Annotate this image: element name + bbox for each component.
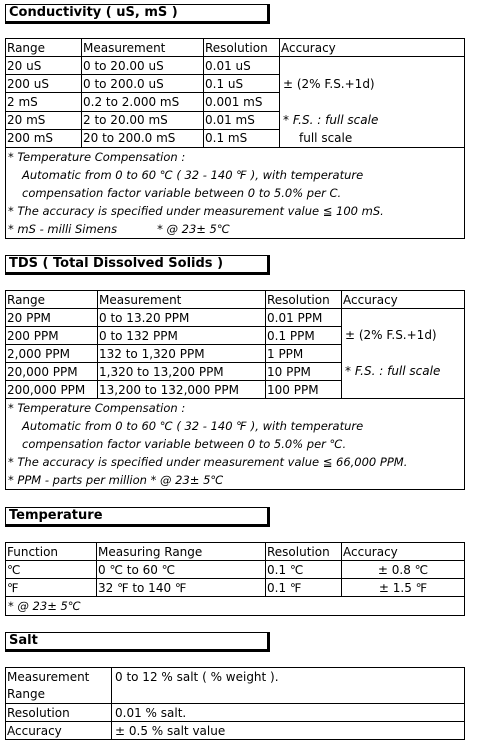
note-line: * The accuracy is specified under measurement value ≦ 100 mS. <box>8 204 384 218</box>
cell-resolution: 0.01 PPM <box>266 309 342 327</box>
cell-measurement: 0 to 20.00 uS <box>82 57 204 75</box>
note-line: compensation factor variable between 0 to 5.0% per ℃. <box>22 437 347 451</box>
cell-range: 200 PPM <box>6 327 98 345</box>
notes-cell <box>6 148 465 239</box>
header-resolution: Resolution <box>266 291 342 309</box>
note-line: * The accuracy is specified under measurement value ≦ 66,000 PPM. <box>8 455 408 469</box>
cell-resolution: 0.01 mS <box>204 111 280 129</box>
table-row <box>6 722 465 740</box>
note-line: Automatic from 0 to 60 ℃ ( 32 - 140 ℉ ), with temperature <box>22 168 364 182</box>
cell-range: 200 mS <box>6 129 82 147</box>
cell-measuring-range: 32 ℉ to 140 ℉ <box>97 579 266 597</box>
cell-label: Measurement Range <box>6 668 112 704</box>
header-accuracy: Accuracy <box>342 291 465 309</box>
cell-measurement: 0 to 200.0 uS <box>82 75 204 93</box>
cell-resolution: 0.1 ℃ <box>266 561 342 579</box>
header-resolution: Resolution <box>266 543 342 561</box>
notes-cell <box>6 399 465 490</box>
cell-accuracy <box>342 309 465 399</box>
cell-range: 200 uS <box>6 75 82 93</box>
header-range: Range <box>6 39 82 57</box>
header-accuracy: Accuracy <box>342 543 465 561</box>
cell-resolution: 0.1 PPM <box>266 327 342 345</box>
fs-note: * F.S. : full scale <box>283 113 379 127</box>
notes-row <box>6 597 465 616</box>
table-row <box>6 704 465 722</box>
cell-measurement: 20 to 200.0 mS <box>82 129 204 147</box>
temperature-table <box>5 542 465 616</box>
header-range: Range <box>6 291 98 309</box>
note-line: compensation factor variable between 0 to 5.0% per C. <box>22 186 342 200</box>
salt-heading: Salt <box>5 632 270 652</box>
header-measurement: Measurement <box>98 291 266 309</box>
cell-resolution: 0.1 uS <box>204 75 280 93</box>
header-measurement: Measurement <box>82 39 204 57</box>
note-line: Automatic from 0 to 60 ℃ ( 32 - 140 ℉ ), with temperature <box>22 419 364 433</box>
table-row <box>6 57 465 75</box>
cell-measurement: 0.2 to 2.000 mS <box>82 93 204 111</box>
cell-range: 20,000 PPM <box>6 363 98 381</box>
cell-resolution: 100 PPM <box>266 381 342 399</box>
cell-value: 0 to 12 % salt ( % weight ). <box>112 668 465 704</box>
cell-measurement: 13,200 to 132,000 PPM <box>98 381 266 399</box>
note-line: * PPM - parts per million * @ 23± 5℃ <box>8 473 224 487</box>
salt-table <box>5 667 465 740</box>
cell-value: 0.01 % salt. <box>112 704 465 722</box>
note-line <box>8 220 462 238</box>
cell-measurement: 132 to 1,320 PPM <box>98 345 266 363</box>
note-line: * Temperature Compensation : <box>8 401 186 415</box>
cell-resolution: 10 PPM <box>266 363 342 381</box>
accuracy-value: ± (2% F.S.+1d) <box>283 77 375 91</box>
cell-label: Resolution <box>6 704 112 722</box>
cell-resolution: 0.01 uS <box>204 57 280 75</box>
conductivity-heading: Conductivity ( uS, mS ) <box>5 4 270 24</box>
cell-accuracy: ± 0.8 ℃ <box>342 561 465 579</box>
notes-row <box>6 399 465 490</box>
header-measuring-range: Measuring Range <box>97 543 266 561</box>
note-line: * Temperature Compensation : <box>8 150 186 164</box>
cell-accuracy <box>280 57 465 148</box>
cell-measuring-range: 0 ℃ to 60 ℃ <box>97 561 266 579</box>
conductivity-table <box>5 38 465 239</box>
cell-resolution: 0.1 ℉ <box>266 579 342 597</box>
cell-range: 20 mS <box>6 111 82 129</box>
cell-resolution: 0.1 mS <box>204 129 280 147</box>
cell-measurement: 0 to 132 PPM <box>98 327 266 345</box>
cell-range: 2,000 PPM <box>6 345 98 363</box>
table-header-row <box>6 543 465 561</box>
notes-row <box>6 148 465 239</box>
cell-function: ℃ <box>6 561 97 579</box>
note-text: * mS - milli Simens <box>8 222 118 236</box>
cell-measurement: 1,320 to 13,200 PPM <box>98 363 266 381</box>
cell-measurement: 0 to 13.20 PPM <box>98 309 266 327</box>
table-header-row <box>6 291 465 309</box>
notes-cell <box>6 597 465 616</box>
fs-note: * F.S. : full scale <box>345 364 441 378</box>
note-line: * @ 23± 5℃ <box>8 599 81 613</box>
cell-function: ℉ <box>6 579 97 597</box>
cell-measurement: 2 to 20.00 mS <box>82 111 204 129</box>
cell-range: 20 PPM <box>6 309 98 327</box>
cell-range: 20 uS <box>6 57 82 75</box>
table-row <box>6 309 465 327</box>
fs-note-continued: full scale <box>299 131 353 145</box>
temperature-heading: Temperature <box>5 507 270 527</box>
table-row <box>6 579 465 597</box>
header-function: Function <box>6 543 97 561</box>
tds-table <box>5 290 465 490</box>
cell-range: 200,000 PPM <box>6 381 98 399</box>
table-row <box>6 668 465 704</box>
cell-accuracy: ± 1.5 ℉ <box>342 579 465 597</box>
table-header-row <box>6 39 465 57</box>
cell-label: Accuracy <box>6 722 112 740</box>
tds-heading: TDS ( Total Dissolved Solids ) <box>5 255 270 275</box>
cell-resolution: 1 PPM <box>266 345 342 363</box>
header-resolution: Resolution <box>204 39 280 57</box>
accuracy-value: ± (2% F.S.+1d) <box>345 328 437 342</box>
note-text: * @ 23± 5℃ <box>157 222 230 236</box>
cell-range: 2 mS <box>6 93 82 111</box>
cell-value: ± 0.5 % salt value <box>112 722 465 740</box>
header-accuracy: Accuracy <box>280 39 465 57</box>
table-row <box>6 561 465 579</box>
cell-resolution: 0.001 mS <box>204 93 280 111</box>
